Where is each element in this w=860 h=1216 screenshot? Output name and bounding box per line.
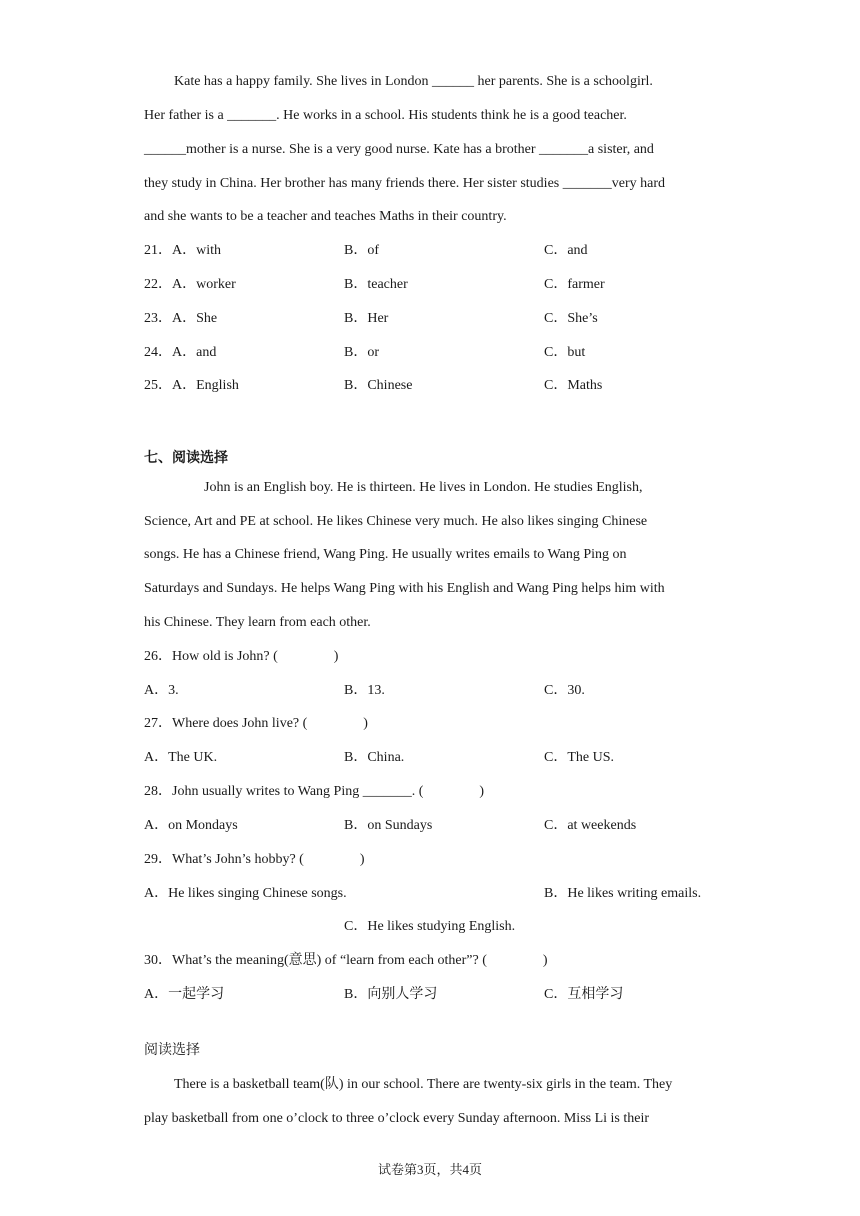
question-30: 30．What’s the meaning(意思) of “learn from each other”? ( ) <box>144 953 548 968</box>
section-title: 阅读选择 <box>144 1043 200 1058</box>
passage-line: songs. He has a Chinese friend, Wang Ping. He usually writes emails to Wang Ping on <box>144 547 627 562</box>
option-21-c: C．and <box>544 243 588 258</box>
passage-line: Her father is a _______. He works in a school. His students think he is a good teacher. <box>144 108 627 123</box>
passage-line: Kate has a happy family. She lives in London ______ her parents. She is a schoolgirl. <box>174 74 653 89</box>
option-22-b: B．teacher <box>344 277 408 292</box>
option-25-a: 25．A．English <box>144 378 239 393</box>
option-27-c: C．The US. <box>544 750 614 765</box>
passage-line: Saturdays and Sundays. He helps Wang Ping with his English and Wang Ping helps him with <box>144 581 665 596</box>
passage-line: play basketball from one o’clock to three o’clock every Sunday afternoon. Miss Li is their <box>144 1111 650 1126</box>
option-22-a: 22．A．worker <box>144 277 236 292</box>
option-21-b: B．of <box>344 243 379 258</box>
passage-line: John is an English boy. He is thirteen. He lives in London. He studies English, <box>204 480 643 495</box>
option-23-b: B．Her <box>344 311 389 326</box>
option-23-c: C．She’s <box>544 311 598 326</box>
option-29-b: B．He likes writing emails. <box>544 886 702 901</box>
option-25-c: C．Maths <box>544 378 603 393</box>
option-28-a: A．on Mondays <box>144 818 238 833</box>
question-27: 27．Where does John live? ( ) <box>144 716 368 731</box>
option-30-a: A．一起学习 <box>144 987 225 1002</box>
passage-line: they study in China. Her brother has many friends there. Her sister studies _______very hard <box>144 176 665 191</box>
passage-line: Science, Art and PE at school. He likes Chinese very much. He also likes singing Chinese <box>144 514 648 529</box>
option-24-a: 24．A．and <box>144 345 217 360</box>
option-26-a: A．3. <box>144 683 179 698</box>
option-28-b: B．on Sundays <box>344 818 433 833</box>
section-title: 七、阅读选择 <box>144 451 228 466</box>
question-26: 26．How old is John? ( ) <box>144 649 339 664</box>
option-28-c: C．at weekends <box>544 818 637 833</box>
option-30-c: C．互相学习 <box>544 987 624 1002</box>
passage-line: his Chinese. They learn from each other. <box>144 615 371 630</box>
passage-line: There is a basketball team(队) in our school. There are twenty-six girls in the team. They <box>174 1077 673 1092</box>
option-26-b: B．13. <box>344 683 385 698</box>
option-29-a: A．He likes singing Chinese songs. <box>144 886 347 901</box>
option-25-b: B．Chinese <box>344 378 413 393</box>
option-23-a: 23．A．She <box>144 311 218 326</box>
passage-line: and she wants to be a teacher and teaches Maths in their country. <box>144 209 507 224</box>
option-29-c: C．He likes studying English. <box>344 919 516 934</box>
option-27-a: A．The UK. <box>144 750 218 765</box>
option-21-a: 21．A．with <box>144 243 221 258</box>
question-29: 29．What’s John’s hobby? ( ) <box>144 852 365 867</box>
option-27-b: B．China. <box>344 750 405 765</box>
option-22-c: C．farmer <box>544 277 605 292</box>
option-24-c: C．but <box>544 345 586 360</box>
passage-line: ______mother is a nurse. She is a very good nurse. Kate has a brother _______a sister, and <box>144 142 654 157</box>
option-24-b: B．or <box>344 345 379 360</box>
option-26-c: C．30. <box>544 683 585 698</box>
option-30-b: B．向别人学习 <box>344 987 438 1002</box>
page-footer: 试卷第3页，共4页 <box>377 1162 482 1177</box>
question-28: 28．John usually writes to Wang Ping _______. ( ) <box>144 784 485 799</box>
